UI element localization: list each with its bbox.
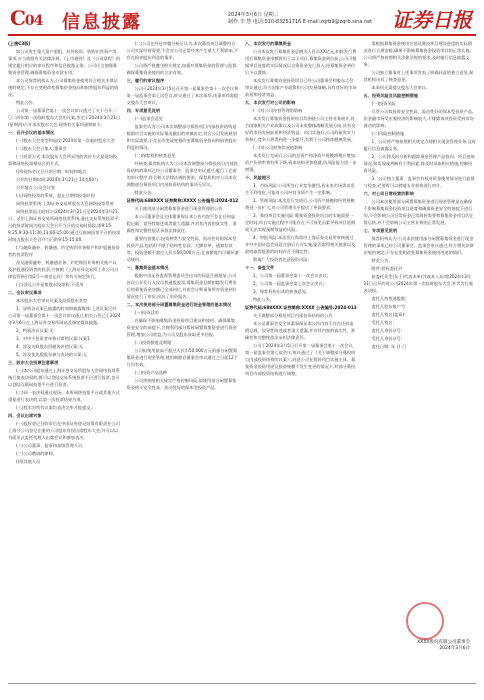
article-heading: 证券代码:688XXX 证券简称:XXXX 公告编号:2024-013: [245, 305, 357, 310]
body-paragraph: 关于调整部分募投项目内部投资结构的公告: [253, 313, 333, 318]
section-heading: 一、召开会议的基本情况: [8, 130, 55, 135]
body-paragraph: 公司将按照相关规定严格控制风险,拟使用部分闲置募集资金购买安全性高、流动性好的保本型投资产品。: [126, 378, 237, 390]
column-2: [127, 40, 240, 680]
body-paragraph: 本次发行完成后,公司的总资产和净资产规模将相应增加,资产负债率将有所下降,资本结构更加稳健,抗风险能力进一步增强。: [245, 153, 357, 172]
page-digits: 04: [24, 13, 43, 29]
body-paragraph: (一)对公司经营管理的影响: [253, 108, 303, 113]
body-paragraph: 关于使用部分闲置募集资金进行现金管理的公告: [134, 206, 223, 211]
body-paragraph: 如公司发生重大资产重组、对外投资、收购出售资产等事项,应当依照有关法律法规、《上市规则》及《公司章程》的规定履行相应的审议程序和信息披露义务。公司应当加强募集资金管理,确保募集资金专款专用。: [8, 49, 121, 75]
body-paragraph: (二)风险控制措施: [371, 131, 405, 136]
page-number: [10, 6, 42, 30]
body-paragraph: 1、说明各议案已披露的时间和披露媒体:上述议案已经公司第一届董事会第十一次会议审议通过,相关公告已于2024年3月6日在上海证券交易所网站及指定媒体披露。: [8, 306, 121, 325]
body-paragraph: (一)本公司股东通过上海证券交易所股东大会网络投票系统行使表决权的,既可以登陆交易系统投票平台进行投票,也可以登陆互联网投票平台进行投票。: [8, 368, 120, 387]
issue-info: [228, 12, 372, 26]
body-paragraph: 兹委托先生(女士)代表本单位(或本人)出席2024年3月21日召开的贵公司2024年第一次临时股东大会,并代为行使表决权。: [363, 274, 473, 293]
issue-date: 2024年3月6日 星期三: [228, 12, 279, 18]
body-paragraph: 公司独立董事对上述事项发表了明确同意的独立意见,保荐机构出具了核查意见。: [363, 70, 474, 82]
section-heading: 三、股东大会投票注意事项: [8, 360, 59, 365]
header-rule: [8, 34, 476, 36]
body-paragraph: (一)投资目的: [134, 310, 159, 315]
section-title: 信息披露: [62, 12, 142, 33]
body-paragraph: 委托人持普通股数:: [371, 296, 407, 301]
body-paragraph: 公司于2024年3月5日召开第一届董事会第十一次会议、第一届监事会第七次会议,审议通过了《关于调整部分募投项目内部投资结构的议案》,同意公司在募投项目实施主体、募集资金投资用途及投资规模不发生变更的情况下,对部分募投项目内部投资结构进行调整。: [245, 343, 357, 376]
body-paragraph: 网络投票系统:上海证券交易所股东大会网络投票系统: [16, 201, 114, 206]
body-paragraph: 4、审批风险:本次发行尚需经上海证券交易所审核通过并经中国证监会同意注册后方可实施,能否取得相关批准以及最终取得批准的时间存在不确定性。: [245, 235, 356, 254]
body-paragraph: (二)保荐机构核查意见: [134, 153, 176, 158]
section-heading: 十、风险提示: [245, 175, 271, 180]
body-paragraph: 重要内容提示:投资种类为安全性高、流动性好的保本型投资产品,包括但不限于结构性存款、大额存单、通知存款等。投资金额不超过人民币50,000万元,在该额度内可循环滚动使用。: [126, 236, 239, 262]
body-paragraph: 受托人签名:: [371, 320, 394, 325]
body-paragraph: 公司第一届董事会第十一次会议审议通过了关于召开二〇二四年第一次临时股东大会的议案,决定于2024年3月21日(星期四)召开本次股东大会,现将有关事项通知如下。: [8, 108, 121, 127]
body-paragraph: 特此公告。: [371, 258, 393, 263]
body-paragraph: 委托人股东账户号:: [371, 304, 407, 309]
body-paragraph: 涉及融资融券、转融通业务、约定购回业务相关账户以及沪股通投资者的投票,应按照《上海证券交易所上市公司自律监管指引第1号—规范运作》等有关规定执行。: [8, 260, 119, 279]
body-paragraph: (三)公司聘请的律师。: [16, 451, 57, 456]
issue-contact: 制作:李 慧 电话:010-83251716 E-mail:zqrb9@zqrb.sina.net: [228, 19, 373, 25]
footer-rule: [8, 683, 476, 684]
body-paragraph: (二)同一表决权通过现场、本所网络投票平台或其他方式重复进行表决的,以第一次投票结果为准。: [8, 390, 120, 402]
body-paragraph: 受托人身份证号:: [371, 336, 403, 341]
page-letter: C: [10, 6, 25, 30]
body-paragraph: 公司于2024年3月5日召开第一届董事会第十一次会议和第一届监事会第七次会议,审议通过了本次事项,该事项尚需提交股东大会审议。: [126, 86, 239, 105]
section-heading: 六、对公司日常经营的影响: [363, 191, 414, 196]
body-paragraph: 1、市场风险:公司所处行业竞争激烈,若未来市场需求发生不利变化,可能对公司经营业绩产生一定影响。: [245, 183, 355, 195]
section-heading: 二、会议审议事项: [8, 290, 42, 295]
body-paragraph: (二)股东大会召集人:董事会: [16, 146, 67, 151]
body-paragraph: 召开地点:公司会议室: [16, 185, 56, 190]
body-paragraph: 委托日期: 年 月 日: [371, 344, 407, 349]
section-heading: 五、投资风险及风险控制措施: [363, 93, 418, 98]
body-paragraph: 5、涉及优先股股东参与表决的议案:无: [16, 352, 88, 357]
signature-company: XXXX股份有限公司董事会: [417, 640, 470, 645]
body-paragraph: 3、对中小投资者单独计票的议案:议案1: [16, 336, 90, 341]
body-paragraph: 网络投票起止时间:自2024年3月21日至2024年3月21日。采用上海证券交易所网络投票系统,通过交易系统投票平台的投票时间为股东大会召开当日的交易时间段,即9:15-9:25,9:30-11:30,13:00-15:00;通过互联网投票平台的投票时间为股东大会召开当日的9:15-15:00。: [8, 209, 121, 242]
body-paragraph: 附件:授权委托书: [371, 266, 403, 271]
section-heading: 九、本次发行对公司的影响: [245, 100, 296, 105]
body-paragraph: 2、公司将及时分析和跟踪现金管理产品投向、项目进展情况,如发现或判断有不利因素,将及时采取相应措施,控制投资风险。: [363, 154, 475, 173]
body-paragraph: 特此公告。: [134, 190, 156, 195]
body-paragraph: (一)股权登记日收市后在中国证券登记结算有限责任公司上海分公司登记在册的公司股东有权出席股东大会,并可以以书面形式委托代理人出席会议和参加表决。: [8, 421, 120, 440]
body-paragraph: 召开的日期时间:2024年3月21日 14点00分: [16, 177, 99, 182]
body-paragraph: 保荐机构认为:公司本次使用部分闲置募集资金进行现金管理的事项已经公司董事会、监事会审议通过,符合相关法律法规的规定,不存在变相改变募集资金使用用途的情形。: [363, 236, 474, 255]
body-paragraph: 委托人身份证号:: [371, 328, 403, 333]
column-4: [364, 40, 477, 680]
body-paragraph: 本次发行募集资金投资项目均围绕公司主营业务展开,符合国家相关产业政策以及公司未来整体战略发展方向,具有良好的市场发展前景和经济效益。项目实施后,公司的研发实力和核心竞争力将得到进一步提升,有利于公司持续健康发展。: [245, 116, 356, 142]
brand-logo: 证券日报: [392, 8, 472, 32]
body-paragraph: (三)投票方式:本次股东大会所采用的表决方式是现场投票和网络投票相结合的方式。: [8, 154, 117, 166]
body-paragraph: 本次股东大会审议议案及投票股东类型: [16, 298, 88, 303]
body-paragraph: 本公司保荐机构认为,公司募集资金使用符合相关法律法规的规定,不存在变相改变募集资金投向和损害股东利益的情况。: [8, 78, 119, 97]
body-paragraph: 2、管理风险:本次发行完成后,公司资产规模和经营规模将进一步扩大,对公司管理水平提出了更高要求。: [245, 198, 355, 210]
body-paragraph: 根据中国证券监督管理委员会出具的同意注册批复,公司首次公开发行人民币普通股股票,募集资金总额扣除发行费用后的募集资金净额已全部到位,并由会计师事务所对资金到位情况进行了审验,出具了验资报告。: [126, 273, 237, 299]
section-heading: 四、会议出席对象: [8, 413, 42, 418]
body-paragraph: 本次发行募集资金投资项目已经公司董事会和股东大会审议通过,符合国家产业政策和公司发展战略,具有良好的市场前景和经济效益。: [245, 78, 357, 97]
body-paragraph: 经核查,保荐机构认为:公司本次调整部分募投项目内部投资结构的事项已经公司董事会、监事会审议通过,履行了必要的审议程序,符合相关法律法规的要求。保荐机构对公司本次调整部分募投项目内部投资结构的事项无异议。: [126, 161, 238, 187]
body-paragraph: (一)股东大会类型和届次:2024年第一次临时股东大会: [16, 138, 116, 143]
body-paragraph: 在确保不影响募集资金投资项目建设和使用、确保募集资金安全的前提下,合理利用部分暂时闲置募集资金进行现金管理,增加公司收益,为公司及股东获取更多回报。: [126, 318, 237, 337]
body-paragraph: 1、公司将严格按照相关规定办理相关现金管理业务,及时履行信息披露义务。: [363, 139, 476, 151]
body-paragraph: 公司将严格遵守相关规定,加强对募集资金的管理与监督,确保募集资金使用的合法有效。: [126, 63, 238, 75]
company-seal: [406, 602, 444, 640]
body-paragraph: (二)公司董事、监事和高级管理人员。: [16, 443, 87, 448]
column-3: [245, 40, 358, 680]
body-paragraph: (二)投资额度及期限: [134, 340, 172, 345]
body-paragraph: (三)投资产品品种: [134, 370, 168, 375]
body-paragraph: (一)投资风险: [371, 101, 396, 106]
body-paragraph: 本公司董事会及全体董事保证本公告内容不存在任何虚假记载、误导性陈述或者重大遗漏,并对其内容的真实性、准确性和完整性依法承担法律责任。: [126, 214, 237, 233]
column-1: [8, 40, 121, 680]
section-heading: 三、履行的审议程序: [126, 78, 165, 83]
body-paragraph: 公司本次使用部分闲置募集资金进行现金管理是在确保不影响募集资金投资项目进度和确保资金安全的前提下进行的,不会影响公司日常资金正常周转需要和募集资金项目的正常运转,亦不会影响公司主营业务的正常发展。: [363, 199, 474, 225]
body-paragraph: 2、特别决议议案:无: [16, 328, 54, 333]
body-paragraph: 特此公告。: [253, 297, 274, 302]
body-paragraph: (六)融资融券、转融通、约定购回业务账户和沪股通投资者的投票程序: [8, 245, 120, 257]
signature-date: 2024年3月6日: [439, 646, 470, 651]
section-heading: 十一、备查文件: [245, 265, 275, 270]
masthead: [0, 0, 484, 42]
signature-block: [340, 640, 470, 674]
body-paragraph: 尽管公司拟投资安全性高、流动性好的保本型投资产品,但金融市场受宏观经济的影响较大,不排除该项投资受到市场波动的影响。: [363, 109, 474, 128]
section-heading: 八、本次发行的募集资金: [245, 41, 292, 46]
body-paragraph: (七)涉及公开征集股东投票权:不适用: [16, 282, 84, 287]
body-paragraph: 3、公司独立董事、监事会有权对资金使用情况进行监督与检查,必要时可以聘请专业机构进行审计。: [363, 176, 475, 188]
body-paragraph: 2、公司第一届监事会第七次会议决议;: [253, 281, 325, 286]
body-paragraph: 公司本次发行募集资金总额为人民币XX亿元,扣除发行费用后募集资金净额将用于以下项目,募集资金到位前,公司可根据项目进度的实际情况以自筹资金先行投入,待募集资金到位后予以置换。: [245, 49, 357, 75]
body-paragraph: 3、募投项目实施风险:募集资金投资项目的实施需要一定时间,项目实施过程中可能存在不可预见因素导致项目延期或无法实现预期效益的风险。: [245, 213, 356, 232]
body-paragraph: 本事项无需提交股东大会审议。: [371, 85, 431, 90]
body-paragraph: 公司拟使用最高不超过人民币50,000万元的部分闲置募集资金进行现金管理,使用期限自董事会审议通过之日起12个月内有效。: [126, 348, 238, 367]
body-paragraph: 3、保荐机构出具的核查意见。: [253, 289, 311, 294]
article-heading: 证券代码:688XXX 证券简称:XXXX 公告编号:2024-012: [126, 198, 239, 203]
body-paragraph: (二)对公司财务状况的影响: [253, 145, 303, 150]
body-paragraph: (四)其他人员: [16, 459, 41, 464]
body-paragraph: 需根据募集资金使用计划及募投项目建设进度的实际情况进行合理安排,确保不影响募集资金投资项目的正常实施。公司将严格按照相关法律法规的要求,及时履行信息披露义务。: [363, 41, 474, 67]
body-paragraph: (一)监事会意见: [134, 116, 163, 121]
body-paragraph: 敬请广大投资者注意投资风险。: [253, 257, 312, 262]
body-paragraph: 本公司董事会及全体董事保证本公告内容不存在任何虚假记载、误导性陈述或者重大遗漏,并对其内容的真实性、准确性和完整性依法承担法律责任。: [245, 321, 356, 340]
body-paragraph: (五)网络投票的系统、起止日期和投票时间: [16, 193, 95, 198]
body-paragraph: 监事会认为:公司本次调整部分募投项目内部投资结构是根据项目实施的实际情况做出的审慎决定,符合公司发展规划和实际需要,不存在改变或变相改变募集资金投向和损害股东利益的情况。: [126, 124, 237, 150]
article-heading: (上接C3版): [8, 41, 31, 46]
body-paragraph: 1、公司第一届董事会第十一次会议决议;: [253, 273, 329, 278]
body-paragraph: 4、涉及关联股东回避表决的议案:无: [16, 344, 83, 349]
section-heading: 二、本次使用部分闲置募集资金进行现金管理的基本情况: [126, 302, 232, 307]
body-paragraph: (四)现场会议召开的日期、时间和地点: [16, 169, 87, 174]
body-paragraph: 委托人签名(盖章):: [371, 312, 406, 317]
section-heading: 七、专项意见说明: [363, 228, 398, 233]
body-paragraph: 特此公告。: [16, 100, 37, 105]
body-paragraph: (三)股东对所有议案均表决完毕才能提交。: [16, 405, 95, 410]
section-heading: 四、专项意见说明: [126, 108, 161, 113]
section-heading: 一、募集资金基本情况: [126, 265, 169, 270]
body-paragraph: (二)公司在经过审慎分析后认为,本次募投项目调整符合公司实际经营需要,不会对公司正常经营产生重大不利影响,不存在损害股东利益的情形。: [126, 41, 239, 60]
article-columns: [8, 40, 476, 680]
